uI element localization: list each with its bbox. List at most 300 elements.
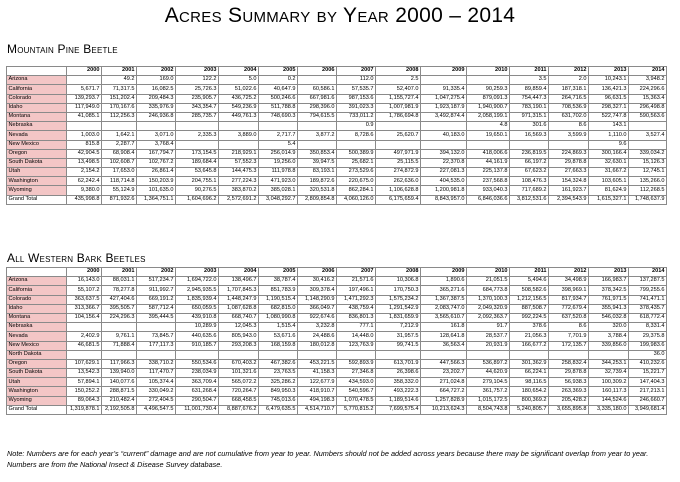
acres-value-cell: 922,674.6 bbox=[298, 313, 337, 322]
acres-value-cell: 16,569.3 bbox=[510, 131, 549, 140]
acres-value-cell bbox=[259, 350, 298, 359]
acres-value-cell: 761,971.5 bbox=[589, 295, 629, 304]
acres-value-cell: 344,253.1 bbox=[589, 359, 629, 368]
state-name-cell: South Dakota bbox=[7, 158, 67, 167]
acres-value-cell bbox=[102, 323, 137, 332]
acres-value-cell: 108,476.3 bbox=[510, 177, 549, 186]
year-header: 2012 bbox=[549, 268, 589, 277]
acres-value-cell: 3.5 bbox=[510, 76, 549, 85]
acres-value-cell: 19,650.1 bbox=[467, 131, 510, 140]
acres-value-cell: 57,552.3 bbox=[219, 158, 259, 167]
acres-value-cell: 971,315.1 bbox=[510, 112, 549, 121]
acres-value-cell bbox=[219, 350, 259, 359]
acres-value-cell: 2,572,691.2 bbox=[219, 195, 259, 204]
acres-value-cell: 25,726.3 bbox=[176, 85, 219, 94]
year-header: 2006 bbox=[298, 268, 337, 277]
acres-value-cell: 879,091.3 bbox=[467, 94, 510, 103]
acres-value-cell bbox=[102, 350, 137, 359]
state-name-cell: Arizona bbox=[7, 277, 67, 286]
acres-value-cell: 168,159.8 bbox=[259, 341, 298, 350]
acres-value-cell: 418,006.6 bbox=[467, 149, 510, 158]
acres-value-cell: 112.0 bbox=[337, 76, 376, 85]
acres-value-cell: 1,370,100.3 bbox=[467, 295, 510, 304]
acres-value-cell: 2,945,935.5 bbox=[176, 286, 219, 295]
acres-value-cell: 1,007,981.9 bbox=[376, 103, 421, 112]
acres-value-cell: 783,190.1 bbox=[510, 103, 549, 112]
table-row bbox=[7, 149, 667, 158]
acres-value-cell: 10,289.9 bbox=[176, 323, 219, 332]
grand-total-label: Grand Total bbox=[7, 405, 67, 414]
acres-value-cell: 0.2 bbox=[259, 76, 298, 85]
year-header: 2006 bbox=[298, 67, 337, 76]
footnote: Note: Numbers are for each year’s “current” damage and are not cumulative from year to year. Numbers should not be added across years because there may be significant overlap from year to year. Numbers are from the National Insect & Disease Survey database. bbox=[7, 449, 649, 469]
state-name-cell: Colorado bbox=[7, 94, 67, 103]
acres-value-cell: 1,015,172.5 bbox=[467, 396, 510, 405]
acres-value-cell: 144,524.6 bbox=[589, 396, 629, 405]
table-row bbox=[7, 332, 667, 341]
acres-value-cell: 1,642.1 bbox=[102, 131, 137, 140]
year-header: 2009 bbox=[421, 268, 467, 277]
acres-value-cell: 25,620.7 bbox=[376, 131, 421, 140]
acres-value-cell: 339,034.2 bbox=[629, 149, 667, 158]
acres-value-cell bbox=[298, 122, 337, 131]
table-row bbox=[7, 94, 667, 103]
acres-value-cell: 2.0 bbox=[549, 76, 589, 85]
state-name-cell: Washington bbox=[7, 177, 67, 186]
acres-value-cell: 339,856.0 bbox=[589, 341, 629, 350]
acres-value-cell: 933,040.3 bbox=[467, 186, 510, 195]
acres-value-cell: 330,049.2 bbox=[137, 387, 176, 396]
state-name-cell: New Mexico bbox=[7, 341, 67, 350]
acres-value-cell: 708,536.9 bbox=[549, 103, 589, 112]
acres-value-cell: 301.6 bbox=[510, 122, 549, 131]
acres-value-cell: 170,750.3 bbox=[376, 286, 421, 295]
acres-value-cell: 517,234.7 bbox=[137, 277, 176, 286]
year-header: 2008 bbox=[376, 67, 421, 76]
year-header: 2013 bbox=[589, 67, 629, 76]
acres-value-cell bbox=[510, 350, 549, 359]
table-row bbox=[7, 177, 667, 186]
acres-value-cell: 684,773.8 bbox=[467, 286, 510, 295]
acres-value-cell: 1,047,275.4 bbox=[421, 94, 467, 103]
acres-value-cell: 8.6 bbox=[549, 323, 589, 332]
acres-value-cell: 10,213,624.3 bbox=[421, 405, 467, 414]
state-name-cell: Montana bbox=[7, 112, 67, 121]
year-header: 2002 bbox=[137, 268, 176, 277]
acres-value-cell: 17,653.0 bbox=[102, 168, 137, 177]
table-row bbox=[7, 122, 667, 131]
table-row bbox=[7, 350, 667, 359]
acres-value-cell: 3,889.0 bbox=[219, 131, 259, 140]
acres-value-cell: 851,783.9 bbox=[259, 286, 298, 295]
year-header: 2005 bbox=[259, 67, 298, 76]
acres-value-cell: 5,671.7 bbox=[67, 85, 102, 94]
acres-value-cell: 5,770,815.2 bbox=[337, 405, 376, 414]
acres-value-cell: 137,287.5 bbox=[629, 277, 667, 286]
acres-value-cell: 7,699,575.4 bbox=[376, 405, 421, 414]
acres-value-cell: 258,832.4 bbox=[549, 359, 589, 368]
acres-value-cell: 650,059.5 bbox=[176, 304, 219, 313]
acres-value-cell: 15,221.7 bbox=[629, 369, 667, 378]
year-header: 2007 bbox=[337, 67, 376, 76]
section-heading-mountain-pine-beetle: Mountain Pine Beetle bbox=[7, 42, 118, 56]
acres-value-cell: 862,284.1 bbox=[337, 186, 376, 195]
acres-value-cell: 2,049,320.9 bbox=[467, 304, 510, 313]
acres-value-cell: 288,871.5 bbox=[102, 387, 137, 396]
acres-value-cell: 298,396.0 bbox=[298, 103, 337, 112]
acres-value-cell: 274,872.9 bbox=[376, 168, 421, 177]
acres-value-cell: 300,166.4 bbox=[589, 149, 629, 158]
acres-value-cell: 343,354.7 bbox=[176, 103, 219, 112]
year-header: 2002 bbox=[137, 67, 176, 76]
acres-value-cell bbox=[298, 76, 337, 85]
acres-value-cell: 60,586.1 bbox=[298, 85, 337, 94]
acres-value-cell: 262,636.0 bbox=[376, 177, 421, 186]
acres-value-cell: 871,932.6 bbox=[102, 195, 137, 204]
acres-value-cell bbox=[137, 323, 176, 332]
acres-value-cell: 668,740.7 bbox=[219, 313, 259, 322]
acres-value-cell bbox=[421, 76, 467, 85]
acres-value-cell: 104,156.4 bbox=[67, 313, 102, 322]
acres-value-cell: 1,575,234.2 bbox=[376, 295, 421, 304]
acres-value-cell: 2,287.7 bbox=[102, 140, 137, 149]
acres-value-cell: 5,494.6 bbox=[510, 277, 549, 286]
acres-value-cell: 378,342.5 bbox=[589, 286, 629, 295]
acres-value-cell: 500,246.6 bbox=[259, 94, 298, 103]
acres-value-cell: 187,318.1 bbox=[549, 85, 589, 94]
acres-value-cell: 122,677.9 bbox=[298, 378, 337, 387]
table-row bbox=[7, 304, 667, 313]
acres-value-cell: 493,222.3 bbox=[376, 387, 421, 396]
acres-value-cell: 29,878.8 bbox=[549, 158, 589, 167]
table-row bbox=[7, 277, 667, 286]
state-name-cell: New Mexico bbox=[7, 140, 67, 149]
acres-value-cell: 293,208.3 bbox=[219, 341, 259, 350]
acres-value-cell bbox=[298, 350, 337, 359]
acres-value-cell: 118,714.8 bbox=[102, 177, 137, 186]
acres-value-cell: 36.0 bbox=[629, 350, 667, 359]
acres-value-cell: 272,404.5 bbox=[137, 396, 176, 405]
table-header-row bbox=[7, 268, 667, 277]
acres-value-cell: 4,496,547.5 bbox=[137, 405, 176, 414]
acres-value-cell: 8,728.6 bbox=[337, 131, 376, 140]
acres-value-cell: 772,679.4 bbox=[549, 304, 589, 313]
acres-value-cell: 238,034.9 bbox=[176, 369, 219, 378]
acres-value-cell: 90,276.5 bbox=[176, 186, 219, 195]
acres-value-cell: 111,978.8 bbox=[259, 168, 298, 177]
acres-value-cell: 13,498.5 bbox=[67, 158, 102, 167]
acres-value-cell: 536,897.2 bbox=[467, 359, 510, 368]
year-header: 2013 bbox=[589, 268, 629, 277]
acres-value-cell: 19,256.0 bbox=[259, 158, 298, 167]
acres-value-cell: 1,110.0 bbox=[589, 131, 629, 140]
acres-value-cell: 117,966.3 bbox=[102, 359, 137, 368]
acres-value-cell: 140,077.6 bbox=[102, 378, 137, 387]
acres-value-cell: 99,741.5 bbox=[376, 341, 421, 350]
acres-value-cell bbox=[137, 350, 176, 359]
acres-value-cell bbox=[467, 76, 510, 85]
table-row bbox=[7, 295, 667, 304]
acres-value-cell: 391,023.3 bbox=[337, 103, 376, 112]
acres-value-cell: 395,505.7 bbox=[102, 304, 137, 313]
acres-value-cell: 57,535.7 bbox=[337, 85, 376, 94]
header-corner-cell bbox=[7, 268, 67, 277]
acres-value-cell: 296,498.8 bbox=[629, 103, 667, 112]
acres-value-cell: 105,374.4 bbox=[137, 378, 176, 387]
acres-value-cell: 2,154.2 bbox=[67, 168, 102, 177]
acres-value-cell: 170,167.6 bbox=[102, 103, 137, 112]
acres-value-cell: 172,135.7 bbox=[549, 341, 589, 350]
acres-value-cell: 71,888.4 bbox=[102, 341, 137, 350]
acres-value-cell: 39,947.5 bbox=[298, 158, 337, 167]
acres-value-cell: 197,496.1 bbox=[337, 286, 376, 295]
acres-value-cell: 497,971.9 bbox=[376, 149, 421, 158]
acres-value-cell: 38,787.4 bbox=[259, 277, 298, 286]
acres-value-cell: 44,161.9 bbox=[467, 158, 510, 167]
acres-value-cell: 246,936.8 bbox=[137, 112, 176, 121]
year-header: 2012 bbox=[549, 67, 589, 76]
acres-value-cell: 32,739.4 bbox=[589, 369, 629, 378]
acres-value-cell: 910,185.7 bbox=[176, 341, 219, 350]
acres-value-cell: 279,104.5 bbox=[467, 378, 510, 387]
year-header: 2004 bbox=[219, 268, 259, 277]
acres-value-cell: 511,788.8 bbox=[259, 103, 298, 112]
acres-value-cell: 2.5 bbox=[376, 76, 421, 85]
acres-value-cell: 1,835,939.4 bbox=[176, 295, 219, 304]
acres-value-cell: 508,582.6 bbox=[510, 286, 549, 295]
acres-value-cell: 338,710.2 bbox=[137, 359, 176, 368]
acres-value-cell: 91,335.4 bbox=[421, 85, 467, 94]
acres-value-cell: 52,407.0 bbox=[376, 85, 421, 94]
acres-value-cell bbox=[219, 122, 259, 131]
acres-value-cell: 30,416.2 bbox=[298, 277, 337, 286]
acres-value-cell: 1,364,751.1 bbox=[137, 195, 176, 204]
acres-value-cell: 987,153.6 bbox=[337, 94, 376, 103]
all-western-bark-beetles-table bbox=[6, 267, 667, 415]
acres-value-cell: 449,761.3 bbox=[219, 112, 259, 121]
state-name-cell: California bbox=[7, 286, 67, 295]
acres-value-cell: 167,794.7 bbox=[137, 149, 176, 158]
year-header: 2011 bbox=[510, 268, 549, 277]
acres-value-cell: 151,202.4 bbox=[102, 94, 137, 103]
acres-value-cell bbox=[337, 140, 376, 149]
acres-value-cell: 911,992.7 bbox=[137, 286, 176, 295]
acres-value-cell: 177,117.3 bbox=[137, 341, 176, 350]
acres-value-cell bbox=[298, 140, 337, 149]
acres-value-cell: 89,859.4 bbox=[510, 85, 549, 94]
year-header: 2011 bbox=[510, 67, 549, 76]
acres-value-cell: 67,623.2 bbox=[510, 168, 549, 177]
acres-value-cell: 68,908.4 bbox=[102, 149, 137, 158]
state-name-cell: Arizona bbox=[7, 76, 67, 85]
acres-value-cell: 27,663.3 bbox=[549, 168, 589, 177]
state-name-cell: Nevada bbox=[7, 131, 67, 140]
table-row bbox=[7, 112, 667, 121]
acres-value-cell: 434,593.0 bbox=[337, 378, 376, 387]
acres-value-cell: 717,689.2 bbox=[510, 186, 549, 195]
acres-value-cell: 41,085.1 bbox=[67, 112, 102, 121]
acres-value-cell: 522,747.8 bbox=[589, 112, 629, 121]
year-header: 2009 bbox=[421, 67, 467, 76]
acres-value-cell: 350,853.4 bbox=[298, 149, 337, 158]
acres-value-cell: 8,887,676.2 bbox=[219, 405, 259, 414]
year-header: 2000 bbox=[67, 67, 102, 76]
acres-value-cell: 62,242.4 bbox=[67, 177, 102, 186]
acres-value-cell: 1,923,187.9 bbox=[421, 103, 467, 112]
acres-value-cell: 32,630.1 bbox=[589, 158, 629, 167]
acres-value-cell: 1,367,387.5 bbox=[421, 295, 467, 304]
acres-value-cell: 89,064.3 bbox=[67, 396, 102, 405]
acres-value-cell: 1,189,514.6 bbox=[376, 396, 421, 405]
acres-value-cell: 637,520.8 bbox=[549, 313, 589, 322]
state-name-cell: Washington bbox=[7, 387, 67, 396]
state-name-cell: Colorado bbox=[7, 295, 67, 304]
acres-value-cell: 15,363.4 bbox=[629, 94, 667, 103]
acres-value-cell: 404,535.0 bbox=[421, 177, 467, 186]
acres-value-cell: 122.2 bbox=[176, 76, 219, 85]
acres-value-cell: 3,599.9 bbox=[549, 131, 589, 140]
acres-value-cell: 298,327.1 bbox=[589, 103, 629, 112]
year-header: 2003 bbox=[176, 268, 219, 277]
acres-value-cell: 55,107.2 bbox=[67, 286, 102, 295]
acres-value-cell: 1,319,878.1 bbox=[67, 405, 102, 414]
acres-value-cell: 3,812,531.6 bbox=[510, 195, 549, 204]
table-row bbox=[7, 158, 667, 167]
acres-value-cell: 16,143.0 bbox=[67, 277, 102, 286]
acres-value-cell: 4.8 bbox=[467, 122, 510, 131]
acres-value-cell: 161.8 bbox=[421, 323, 467, 332]
acres-value-cell: 3,948.2 bbox=[629, 76, 667, 85]
acres-value-cell: 815.8 bbox=[67, 140, 102, 149]
acres-value-cell: 53,671.6 bbox=[259, 332, 298, 341]
acres-value-cell: 3,335,180.0 bbox=[589, 405, 629, 414]
acres-value-cell: 150,252.2 bbox=[67, 387, 102, 396]
acres-value-cell bbox=[421, 122, 467, 131]
acres-value-cell: 670,403.2 bbox=[219, 359, 259, 368]
acres-value-cell: 631,702.0 bbox=[549, 112, 589, 121]
acres-value-cell: 22,370.8 bbox=[421, 158, 467, 167]
acres-value-cell: 720,264.7 bbox=[219, 387, 259, 396]
acres-value-cell: 1,615,327.1 bbox=[589, 195, 629, 204]
header-corner-cell bbox=[7, 67, 67, 76]
acres-value-cell: 1,291,542.9 bbox=[376, 304, 421, 313]
acres-value-cell: 385,028.1 bbox=[259, 186, 298, 195]
table-row bbox=[7, 103, 667, 112]
acres-value-cell: 8,504,743.8 bbox=[467, 405, 510, 414]
state-name-cell: Nebraska bbox=[7, 323, 67, 332]
acres-value-cell: 189,684.4 bbox=[176, 158, 219, 167]
acres-value-cell: 101,635.0 bbox=[137, 186, 176, 195]
acres-value-cell: 29,878.8 bbox=[549, 369, 589, 378]
acres-value-cell: 363,709.4 bbox=[176, 378, 219, 387]
table-row bbox=[7, 369, 667, 378]
grand-total-row bbox=[7, 195, 667, 204]
acres-value-cell: 199,983.6 bbox=[629, 341, 667, 350]
acres-value-cell: 139,293.7 bbox=[67, 94, 102, 103]
acres-value-cell: 613,701.9 bbox=[376, 359, 421, 368]
acres-value-cell: 173,154.5 bbox=[176, 149, 219, 158]
acres-value-cell: 5.0 bbox=[219, 76, 259, 85]
acres-value-cell: 1,212,156.5 bbox=[510, 295, 549, 304]
acres-value-cell: 5,240,805.7 bbox=[510, 405, 549, 414]
acres-value-cell: 83,193.1 bbox=[298, 168, 337, 177]
acres-value-cell: 9.6 bbox=[589, 140, 629, 149]
acres-value-cell bbox=[137, 122, 176, 131]
table-row bbox=[7, 378, 667, 387]
acres-value-cell: 794,615.5 bbox=[298, 112, 337, 121]
acres-value-cell: 358,332.0 bbox=[376, 378, 421, 387]
acres-value-cell: 2,335.3 bbox=[176, 131, 219, 140]
acres-value-cell: 8.6 bbox=[549, 122, 589, 131]
acres-value-cell: 410,232.6 bbox=[629, 359, 667, 368]
acres-value-cell: 500,389.9 bbox=[337, 149, 376, 158]
acres-value-cell: 180,654.2 bbox=[510, 387, 549, 396]
acres-value-cell: 805,943.0 bbox=[219, 332, 259, 341]
table-row bbox=[7, 359, 667, 368]
acres-value-cell: 447,566.3 bbox=[421, 359, 467, 368]
acres-value-cell: 8,843,957.0 bbox=[421, 195, 467, 204]
acres-value-cell: 12,045.3 bbox=[219, 323, 259, 332]
acres-value-cell: 1,471,292.3 bbox=[337, 295, 376, 304]
acres-value-cell: 3,768.4 bbox=[137, 140, 176, 149]
acres-value-cell: 27,346.8 bbox=[337, 369, 376, 378]
acres-value-cell: 682,815.0 bbox=[259, 304, 298, 313]
acres-value-cell: 667,981.6 bbox=[298, 94, 337, 103]
acres-value-cell: 225,137.8 bbox=[467, 168, 510, 177]
table-row bbox=[7, 131, 667, 140]
acres-value-cell: 3,048,292.7 bbox=[259, 195, 298, 204]
acres-value-cell: 78,277.8 bbox=[102, 286, 137, 295]
acres-value-cell: 395,444.5 bbox=[137, 313, 176, 322]
acres-value-cell: 6,846,036.6 bbox=[467, 195, 510, 204]
acres-value-cell: 592,893.9 bbox=[337, 359, 376, 368]
acres-value-cell: 301,362.9 bbox=[510, 359, 549, 368]
acres-value-cell: 668,458.5 bbox=[219, 396, 259, 405]
acres-value-cell bbox=[376, 122, 421, 131]
acres-value-cell: 40,183.0 bbox=[421, 131, 467, 140]
acres-value-cell: 13,542.3 bbox=[67, 369, 102, 378]
acres-value-cell: 7,701.9 bbox=[549, 332, 589, 341]
acres-value-cell: 418,910.7 bbox=[298, 387, 337, 396]
state-name-cell: Idaho bbox=[7, 304, 67, 313]
acres-value-cell: 96,631.5 bbox=[589, 94, 629, 103]
acres-value-cell: 549,236.9 bbox=[219, 103, 259, 112]
acres-value-cell: 669,191.2 bbox=[137, 295, 176, 304]
acres-value-cell: 138,496.7 bbox=[219, 277, 259, 286]
acres-value-cell: 494,198.3 bbox=[298, 396, 337, 405]
acres-value-cell: 435,998.8 bbox=[67, 195, 102, 204]
grand-total-row bbox=[7, 405, 667, 414]
acres-value-cell: 1,003.0 bbox=[67, 131, 102, 140]
acres-value-cell: 57,894.1 bbox=[67, 378, 102, 387]
acres-value-cell: 107,629.1 bbox=[67, 359, 102, 368]
acres-value-cell: 394,132.0 bbox=[421, 149, 467, 158]
acres-value-cell bbox=[549, 140, 589, 149]
acres-value-cell: 98,116.5 bbox=[510, 378, 549, 387]
acres-value-cell: 31,667.2 bbox=[589, 168, 629, 177]
acres-value-cell: 102,608.7 bbox=[102, 158, 137, 167]
acres-value-cell: 590,563.6 bbox=[629, 112, 667, 121]
acres-value-cell: 754,447.3 bbox=[510, 94, 549, 103]
acres-value-cell: 799,255.6 bbox=[629, 286, 667, 295]
acres-value-cell: 1,257,828.9 bbox=[421, 396, 467, 405]
acres-value-cell: 166,983.7 bbox=[589, 277, 629, 286]
acres-value-cell: 3,655,895.8 bbox=[549, 405, 589, 414]
acres-value-cell: 24,488.6 bbox=[298, 332, 337, 341]
acres-value-cell bbox=[629, 122, 667, 131]
acres-value-cell: 44,620.9 bbox=[467, 369, 510, 378]
acres-value-cell: 1,707,845.3 bbox=[219, 286, 259, 295]
